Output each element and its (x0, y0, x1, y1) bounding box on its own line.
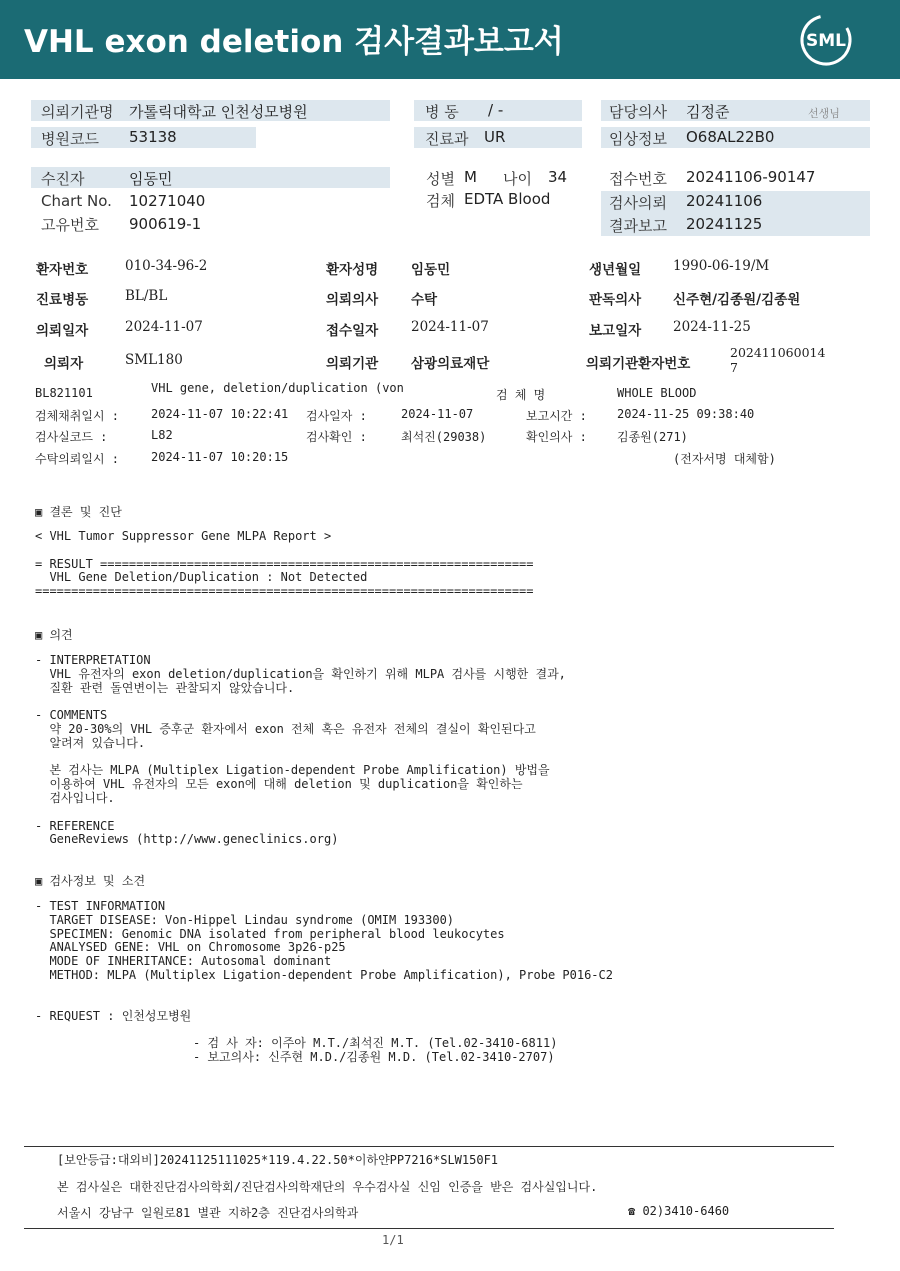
request-value: 20241106 (686, 192, 763, 210)
specimen-value: EDTA Blood (464, 190, 551, 208)
doctor-value: 김정준 (686, 103, 730, 121)
footer-divider-bottom (24, 1228, 834, 1229)
testdate-value: 2024-11-07 (401, 407, 474, 421)
grid-label: 생년월일 (589, 262, 642, 278)
sex-value: M (464, 168, 477, 186)
grid-value: 202411060014 (730, 345, 826, 360)
spec-label: 검 체 명 (496, 388, 546, 402)
grid-label: 진료병동 (36, 292, 89, 308)
address: 서울시 강남구 일원로81 별관 지하2층 진단검사의학과 (57, 1206, 359, 1220)
grid-label: 환자번호 (36, 262, 89, 278)
grid-value: 신주현/김종원/김종원 (673, 292, 801, 308)
security-line: [보안등급:대외비]20241125111025*119.4.22.50*이하얀PP7216*SLW150F1 (57, 1153, 499, 1167)
test-name: VHL gene, deletion/duplication (von (151, 381, 404, 395)
certification-note: 본 검사실은 대한진단검사의학회/진단검사의학재단의 우수검사실 신임 인증을 받은 검사실입니다. (57, 1180, 598, 1194)
grid-value: 2024-11-25 (673, 319, 751, 335)
specimen-label: 검체 (426, 192, 455, 210)
doctor-label: 담당의사 (609, 103, 667, 121)
grid-value: 수탁 (411, 292, 438, 308)
grid-label: 보고일자 (589, 323, 642, 339)
recv-label: 수탁의뢰일시 : (35, 452, 120, 466)
rtime-value: 2024-11-25 09:38:40 (617, 407, 755, 421)
patient-label: 수진자 (41, 170, 85, 188)
institution-value: 가톨릭대학교 인천성모병원 (129, 103, 308, 121)
cdoc-label: 확인의사 : (526, 430, 587, 444)
grid-label: 의뢰기관 (326, 356, 379, 372)
hospital-code-label: 병원코드 (41, 130, 99, 148)
grid-value: 삼광의료재단 (411, 356, 490, 372)
section-title-conclusion: ▣ 결론 및 진단 (35, 505, 122, 519)
grid-label: 의뢰자 (44, 356, 84, 372)
section-body-opinion: - INTERPRETATION VHL 유전자의 exon deletion/duplication을 확인하기 위해 MLPA 검사를 시행한 결과, 질환 관련 돌연변이는 관찰되지 않았습니다. - COMMENTS 약 20-30%의 VHL 증후군 환자에서 exon 전체 혹은 유전자 전체의 결실이 확인된다고 알려져 있습니다. 본 검사는 MLPA (Multiplex Ligation-dependent Probe Amplification) 방법을 이용하여 VHL 유전자의 모든 exon에 대해 deletion 및 duplication을 확인하는 검사입니다. - REFERENCE GeneReviews (http://www.geneclinics.org) (35, 653, 566, 847)
institution-label: 의뢰기관명 (41, 103, 114, 121)
footer-divider-top (24, 1146, 834, 1147)
spec-value: WHOLE BLOOD (617, 386, 697, 400)
dept-label: 진료과 (425, 130, 469, 148)
grid-value: 2024-11-07 (125, 319, 203, 335)
esign-note: (전자서명 대체함) (673, 452, 776, 466)
grid-label: 판독의사 (589, 292, 642, 308)
uid-label: 고유번호 (41, 216, 99, 234)
section-body-conclusion: < VHL Tumor Suppressor Gene MLPA Report > = RESULT ============================================================ VHL Gene Deletion/Duplication : Not Detected ===================================================================== (35, 529, 534, 599)
report-value: 20241125 (686, 215, 763, 233)
grid-value: BL/BL (125, 288, 168, 304)
phone: ☎ 02)3410-6460 (628, 1204, 730, 1218)
grid-value: 임동민 (411, 262, 451, 278)
collect-value: 2024-11-07 10:22:41 (151, 407, 289, 421)
collect-label: 검체채취일시 : (35, 409, 120, 423)
testdate-label: 검사일자 : (306, 409, 367, 423)
confirm-label: 검사확인 : (306, 430, 367, 444)
request-line: - REQUEST : 인천성모병원 (35, 1009, 192, 1023)
uid-value: 900619-1 (129, 215, 202, 233)
grid-value: 1990-06-19/M (673, 258, 770, 274)
lab-label: 검사실코드 : (35, 430, 108, 444)
lab-value: L82 (151, 428, 173, 442)
recv-value: 2024-11-07 10:20:15 (151, 450, 289, 464)
grid-value: 2024-11-07 (411, 319, 489, 335)
age-label: 나이 (503, 170, 532, 188)
clinical-label: 임상정보 (609, 130, 667, 148)
grid-label: 의뢰일자 (36, 323, 89, 339)
report-label: 결과보고 (609, 217, 667, 235)
receipt-value: 20241106-90147 (686, 168, 816, 186)
hospital-code-value: 53138 (129, 128, 177, 146)
ward-label: 병 동 (425, 103, 459, 121)
sml-logo (798, 12, 854, 68)
grid-value: 7 (730, 360, 738, 375)
report-title: VHL exon deletion 검사결과보고서 (24, 24, 564, 60)
section-body-testinfo: - TEST INFORMATION TARGET DISEASE: Von-Hippel Lindau syndrome (OMIM 193300) SPECIMEN: Genomic DNA isolated from peripheral blood leukocytes ANALYSED GENE: VHL on Chromosome 3p26-p25 MODE OF INHERITANCE: Autosomal dominant METHOD: MLPA (Multiplex Ligation-dependent Probe Amplification), Probe P016-C2 (35, 899, 613, 982)
patient-value: 임동민 (129, 170, 173, 188)
staff-lines: - 검 사 자: 이주아 M.T./최석진 M.T. (Tel.02-3410-6811) - 보고의사: 신주현 M.D./김종원 M.D. (Tel.02-3410-2707) (193, 1036, 558, 1064)
confirm-value: 최석진(29038) (401, 430, 487, 444)
grid-value: SML180 (125, 352, 183, 368)
chart-label: Chart No. (41, 192, 112, 210)
page-number: 1/1 (382, 1233, 404, 1247)
age-value: 34 (548, 168, 568, 186)
clinical-value: O68AL22B0 (686, 128, 775, 146)
grid-label: 접수일자 (326, 323, 379, 339)
test-code: BL821101 (35, 386, 93, 400)
grid-label: 의뢰기관환자번호 (586, 356, 691, 372)
dept-value: UR (484, 128, 506, 146)
grid-label: 의뢰의사 (326, 292, 379, 308)
request-label: 검사의뢰 (609, 194, 667, 212)
report-header (0, 0, 900, 79)
section-title-testinfo: ▣ 검사정보 및 소견 (35, 874, 146, 888)
chart-value: 10271040 (129, 192, 206, 210)
sex-label: 성별 (426, 170, 455, 188)
doctor-suffix: 선생님 (808, 107, 840, 120)
section-title-opinion: ▣ 의견 (35, 628, 73, 642)
receipt-label: 접수번호 (609, 170, 667, 188)
grid-label: 환자성명 (326, 262, 379, 278)
ward-value: / - (488, 101, 504, 119)
cdoc-value: 김종원(271) (617, 430, 688, 444)
grid-value: 010-34-96-2 (125, 258, 208, 274)
logo-text: SML (806, 31, 846, 51)
rtime-label: 보고시간 : (526, 409, 587, 423)
